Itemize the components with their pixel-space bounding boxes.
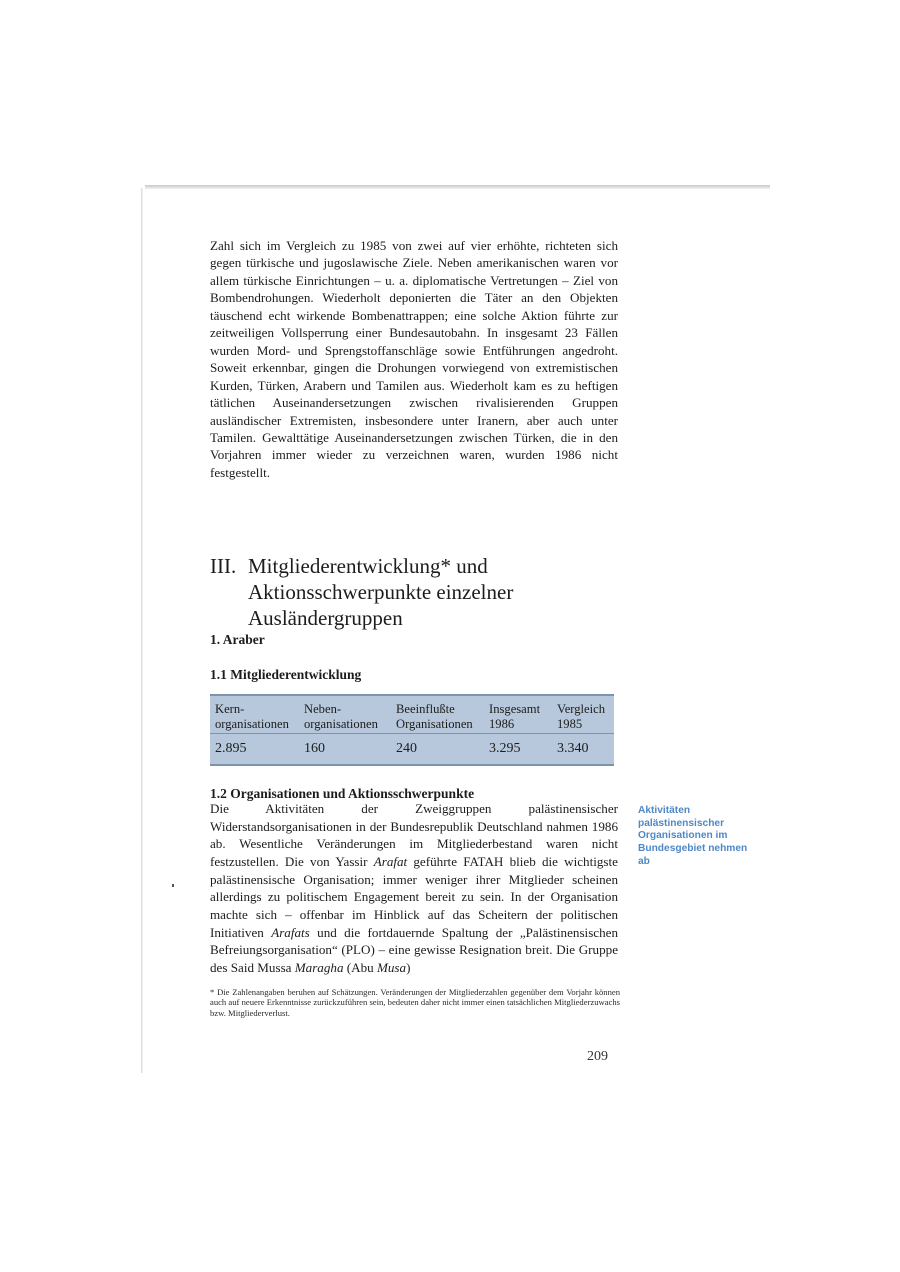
page-top-edge — [145, 185, 770, 189]
table-cell-insgesamt-1986: 3.295 — [489, 741, 521, 756]
table-cell-beeinflusste: 240 — [396, 741, 417, 756]
name-maragha: Maragha — [294, 959, 344, 975]
scan-speck — [172, 884, 174, 887]
table-header-row — [210, 702, 614, 732]
table-row — [210, 740, 614, 758]
table-header-cell: Kern- organisationen — [215, 702, 289, 731]
intro-paragraph: Zahl sich im Vergleich zu 1985 von zwei auf vier erhöhte, richteten sich gegen türkische und jugoslawische Ziele. Neben amerikanischen waren vor allem türkische Einrichtungen – u. a. diplomatische Vertretungen – Ziel von Bombendrohungen. Wiederholt deponierten die Täter an den Objekten täuschend echt wirkende Bombenattrappen; eine solche Aktion führte zur zeitweiligen Vollsperrung einer Bundesautobahn. In insgesamt 23 Fällen wurden Mord- und Sprengstoffanschläge sowie Entführungen angedroht. Soweit erkennbar, gingen die Drohungen vorwiegend von extremistischen Kurden, Türken, Arabern und Tamilen aus. Wiederholt kam es zu heftigen tätlichen Auseinandersetzungen zwischen rivalisierenden Gruppen ausländischer Extremisten, insbesondere unter Iranern, aber auch unter Tamilen. Gewalttätige Auseinandersetzungen zwischen Türken, die in den Vorjahren immer wieder zu verzeichnen waren, wurden 1986 nicht festgestellt. — [210, 238, 618, 480]
table-header-cell: Beeinflußte Organisationen — [396, 702, 473, 731]
table-header-cell: Insgesamt 1986 — [489, 702, 541, 731]
name-musa: Musa — [376, 959, 407, 975]
footnote: * Die Zahlenangaben beruhen auf Schätzungen. Veränderungen der Mitgliederzahlen gegenüber dem Vorjahr können auch auf neuere Erkenntnisse zurückzuführen sein, bedeuten daher nicht immer einen tatsächlichen Mitgliederzuwachs bzw. Mitgliederverlust. — [210, 987, 620, 1018]
chapter-number: III. — [210, 554, 237, 578]
section-heading-araber: 1. Araber — [210, 632, 265, 647]
chapter-title: Mitgliederentwicklung* und Aktionsschwerpunkte einzelner Ausländergruppen — [248, 554, 514, 630]
table-cell-kernorganisationen: 2.895 — [215, 741, 247, 756]
name-arafat: Arafat — [373, 853, 408, 869]
subsection-heading-organisationen: 1.2 Organisationen und Aktionsschwerpunkte — [210, 786, 475, 801]
table-divider — [210, 733, 614, 734]
membership-table — [210, 694, 614, 766]
page-left-edge — [141, 188, 143, 1073]
chapter-heading — [210, 553, 640, 631]
page-number: 209 — [587, 1049, 608, 1064]
margin-note: Aktivitäten palästinensischer Organisationen im Bundesgebiet nehmen ab — [638, 805, 748, 867]
table-cell-vergleich-1985: 3.340 — [557, 741, 589, 756]
table-cell-nebenorganisationen: 160 — [304, 741, 325, 756]
table-header-cell: Vergleich 1985 — [557, 702, 606, 731]
subsection-heading-mitgliederentwicklung: 1.1 Mitgliederentwicklung — [210, 667, 362, 682]
name-arafats: Arafats — [271, 924, 310, 940]
table-header-cell: Neben- organisationen — [304, 702, 378, 731]
body-paragraph: Die Aktivitäten der Zweiggruppen palästinensischer Widerstandsorganisationen in der Bundesrepublik Deutschland nahmen 1986 ab. Wesentliche Veränderungen im Mitgliederbestand waren nicht festzustellen. Die von Yassir Arafat geführte FATAH blieb die wichtigste palästinensische Organisation; immer weniger ihrer Mitglieder scheinen allerdings zu politischem Engagement bereit zu sein. In der Organisation machte sich – offenbar im Hinblick auf das Scheitern der politischen Initiativen Arafats und die fortdauernde Spaltung der „Palästinensischen Befreiungsorganisation“ (PLO) – eine gewisse Resignation breit. Die Gruppe des Said Mussa Maragha (Abu Musa) — [210, 801, 619, 975]
